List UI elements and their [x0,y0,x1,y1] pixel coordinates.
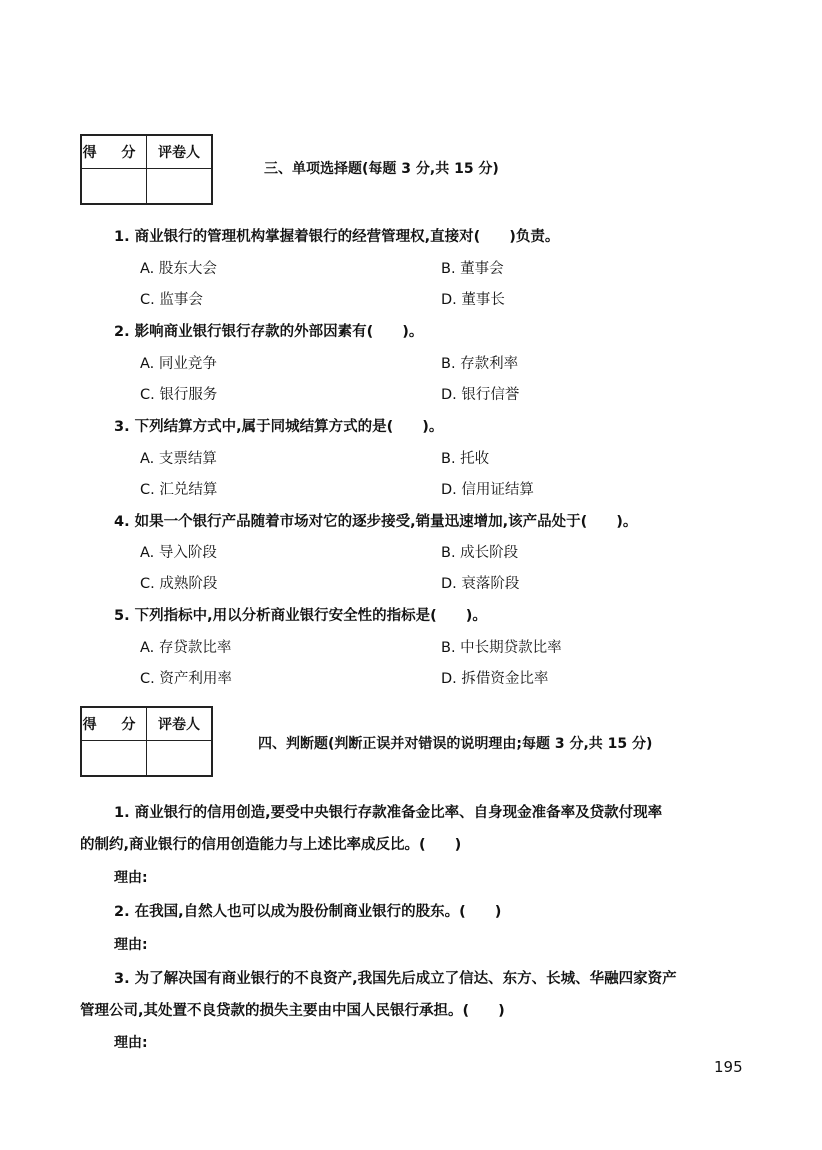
grader-cell[interactable] [147,741,213,777]
q2-option-d: D. 银行信誉 [441,387,520,403]
judge-3-line2: 管理公司,其处置不良贷款的损失主要由中国人民银行承担。( ) [80,1003,505,1019]
q4-option-d: D. 衰落阶段 [441,576,520,592]
q5-option-c: C. 资产利用率 [140,671,232,687]
q5-option-d: D. 拆借资金比率 [441,671,549,687]
section4-title: 四、判断题(判断正误并对错误的说明理由;每题 3 分,共 15 分) [258,736,653,752]
q3-option-d: D. 信用证结算 [441,482,534,498]
judge-2-line1: 2. 在我国,自然人也可以成为股份制商业银行的股东。( ) [114,904,502,920]
judge-1-reason-label: 理由: [114,870,148,886]
q1-option-b: B. 董事会 [441,261,504,277]
q3-option-b: B. 托收 [441,451,490,467]
judge-1-line1: 1. 商业银行的信用创造,要受中央银行存款准备金比率、自身现金准备率及贷款付现率 [114,805,663,821]
judge-3-line1: 3. 为了解决国有商业银行的不良资产,我国先后成立了信达、东方、长城、华融四家资产 [114,971,677,987]
score-box-section3 [80,134,213,205]
judge-1-line2: 的制约,商业银行的信用创造能力与上述比率成反比。( ) [80,837,462,853]
q4-option-c: C. 成熟阶段 [140,576,218,592]
judge-2-reason-label: 理由: [114,937,148,953]
section3-title: 三、单项选择题(每题 3 分,共 15 分) [264,161,499,177]
score-header: 得 分 [81,707,147,741]
q2-option-c: C. 银行服务 [140,387,218,403]
q3-option-a: A. 支票结算 [140,451,217,467]
grader-cell[interactable] [147,169,213,205]
q1-option-c: C. 监事会 [140,292,203,308]
question-2-stem: 2. 影响商业银行银行存款的外部因素有( )。 [114,324,424,340]
q2-option-a: A. 同业竞争 [140,356,217,372]
q5-option-a: A. 存贷款比率 [140,640,232,656]
q3-option-c: C. 汇兑结算 [140,482,218,498]
page-number: 195 [714,1058,743,1076]
score-header: 得 分 [81,135,147,169]
question-1-stem: 1. 商业银行的管理机构掌握着银行的经营管理权,直接对( )负责。 [114,229,560,245]
score-cell[interactable] [81,169,147,205]
q5-option-b: B. 中长期贷款比率 [441,640,562,656]
question-5-stem: 5. 下列指标中,用以分析商业银行安全性的指标是( )。 [114,608,487,624]
q4-option-b: B. 成长阶段 [441,545,519,561]
grader-header: 评卷人 [147,707,213,741]
q1-option-d: D. 董事长 [441,292,505,308]
q2-option-b: B. 存款利率 [441,356,519,372]
grader-header: 评卷人 [147,135,213,169]
judge-3-reason-label: 理由: [114,1035,148,1051]
score-box-section4 [80,706,213,777]
q1-option-a: A. 股东大会 [140,261,217,277]
q4-option-a: A. 导入阶段 [140,545,217,561]
score-cell[interactable] [81,741,147,777]
question-3-stem: 3. 下列结算方式中,属于同城结算方式的是( )。 [114,419,444,435]
question-4-stem: 4. 如果一个银行产品随着市场对它的逐步接受,销量迅速增加,该产品处于( )。 [114,514,638,530]
